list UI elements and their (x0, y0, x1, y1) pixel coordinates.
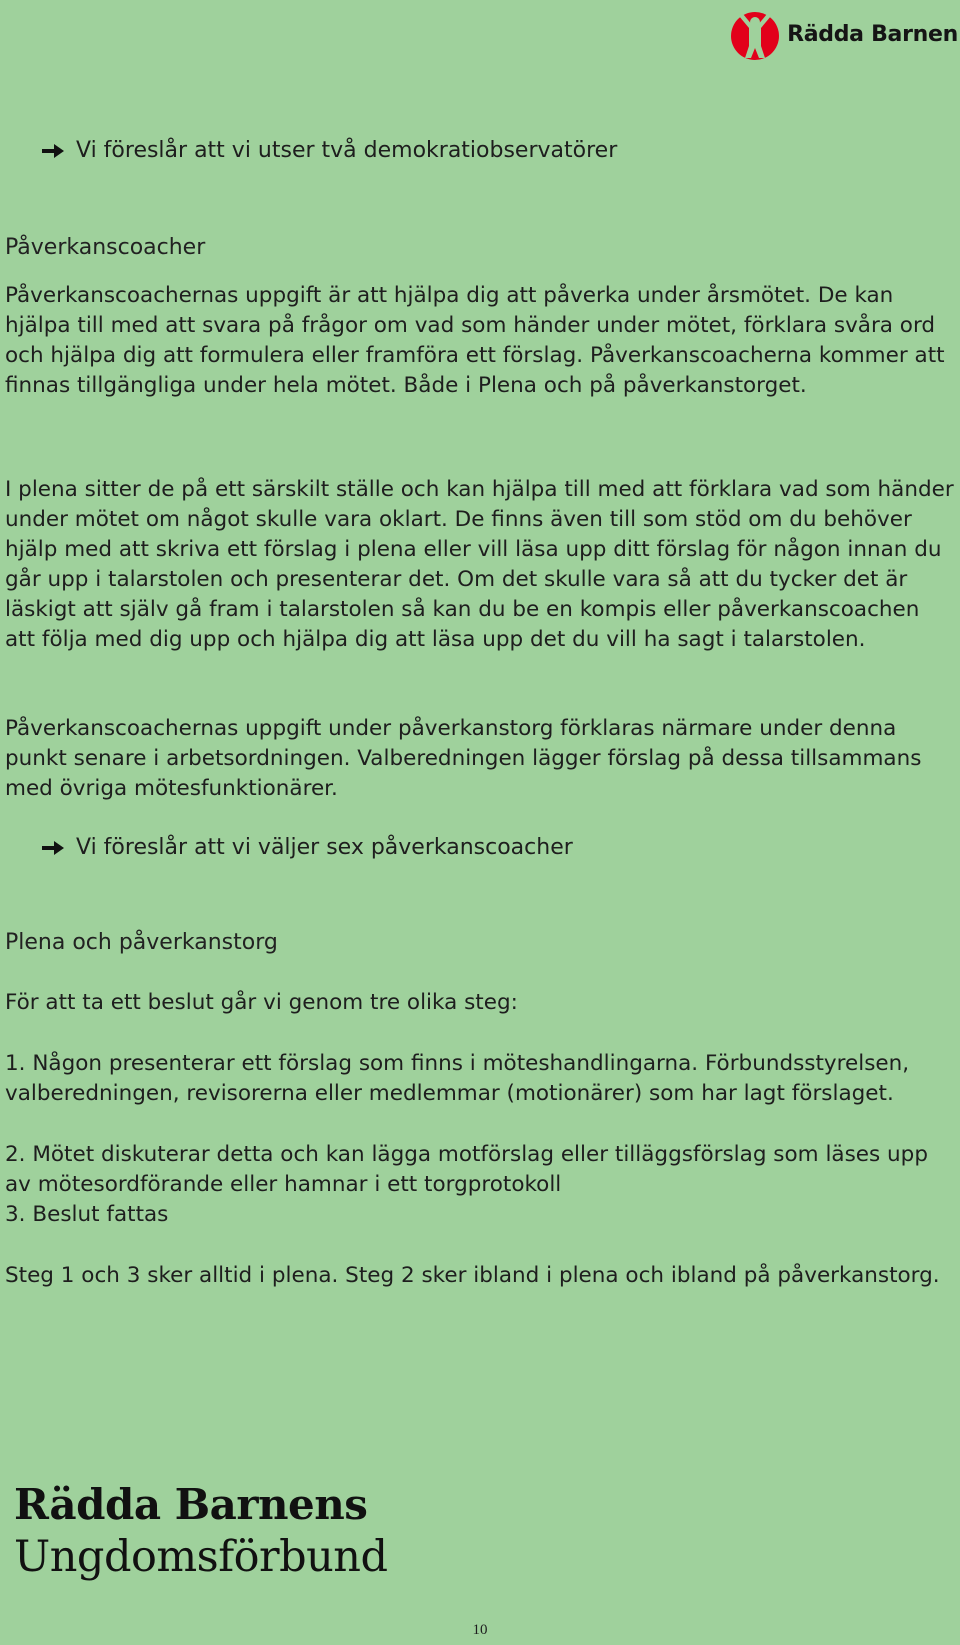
bullet-demokratiobservatorer (40, 138, 617, 163)
paragraph-plena-support: I plena sitter de på ett särskilt ställe och kan hjälpa till med att förklara vad som händer under mötet om något skulle vara oklart. De finns även till som stöd om du behöver hjälp med att skriva ett förslag i plena eller vill läsa upp ditt förslag för någon innan du går upp i talarstolen och presenterar det. Om det skulle vara så att du tycker det är läskigt att själv gå fram i talarstolen så kan du be en kompis eller påverkanscoachen att följa med dig upp och hjälpa dig att läsa upp det du vill ha sagt i talarstolen. (5, 477, 954, 652)
step-1: 1. Någon presenterar ett förslag som finns i möteshandlingarna. Förbundsstyrelsen, valberedningen, revisorerna eller medlemmar (motionärer) som har lagt förslaget. (5, 1051, 910, 1106)
section-heading-paverkanscoacher: Påverkanscoacher (5, 235, 206, 260)
section-heading-plena: Plena och påverkanstorg (5, 930, 278, 955)
bullet-paverkanscoacher (40, 835, 573, 860)
bullet-text: Vi föreslår att vi väljer sex påverkanscoacher (76, 835, 573, 860)
child-icon (727, 6, 783, 62)
page-number: 10 (472, 1622, 488, 1638)
paragraph-intro-steps: För att ta ett beslut går vi genom tre olika steg: (5, 990, 518, 1015)
step-3: 3. Beslut fattas (5, 1202, 169, 1227)
footer-logo (14, 1480, 388, 1582)
footer-logo-line1: Rädda Barnens (14, 1480, 368, 1529)
step-2: 2. Mötet diskuterar detta och kan lägga motförslag eller tilläggsförslag som läses upp av mötesordförande eller hamnar i ett torgprotokoll (5, 1142, 928, 1197)
footer-logo-line2: Ungdomsförbund (14, 1532, 388, 1582)
paragraph-coach-task: Påverkanscoachernas uppgift är att hjälpa dig att påverka under årsmötet. De kan hjälpa till med att svara på frågor om vad som händer under mötet, förklara svåra ord och hjälpa dig att formulera eller framföra ett förslag. Påverkanscoacherna kommer att finnas tillgängliga under hela mötet. Både i Plena och på påverkanstorget. (5, 283, 945, 398)
arrow-right-icon (40, 141, 66, 161)
header-logo (727, 6, 958, 62)
paragraph-coach-torg: Påverkanscoachernas uppgift under påverkanstorg förklaras närmare under denna punkt senare i arbetsordningen. Valberedningen lägger förslag på dessa tillsammans med övriga mötesfunktionärer. (5, 716, 922, 801)
header-logo-text: Rädda Barnen (787, 21, 958, 47)
arrow-right-icon (40, 838, 66, 858)
bullet-text: Vi föreslår att vi utser två demokratiobservatörer (76, 138, 618, 163)
paragraph-summary: Steg 1 och 3 sker alltid i plena. Steg 2 sker ibland i plena och ibland på påverkanstorg. (5, 1263, 940, 1288)
